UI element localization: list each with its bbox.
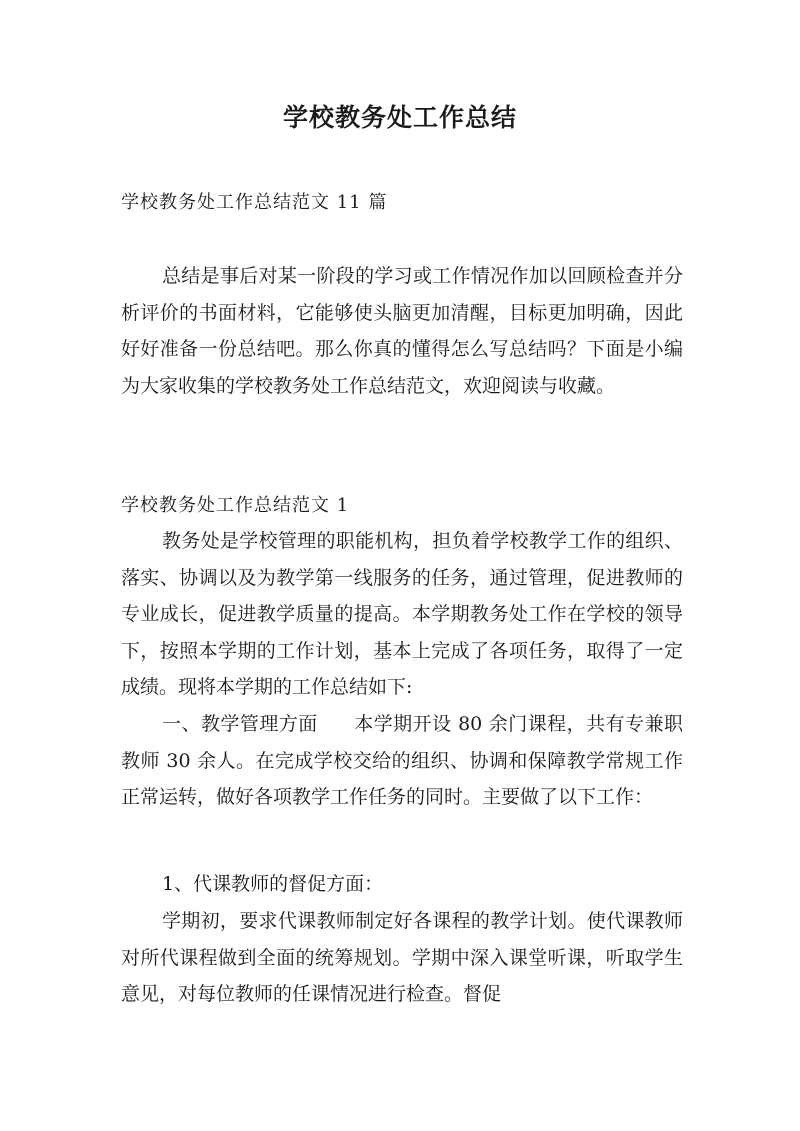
document-title: 学校教务处工作总结: [282, 103, 517, 132]
teaching-management-paragraph: [121, 706, 683, 816]
point-label: 一、教学管理方面: [162, 713, 318, 735]
subsection-heading: 1、代课教师的督促方面：: [162, 873, 384, 895]
section-heading: 学校教务处工作总结范文 1: [121, 495, 350, 516]
point-text: 本学期开设 80 余门课程，共有专兼职教师 30 余人。在完成学校交给的组织、协调和保障教学常规工作正常运转，做好各项教学工作任务的同时。主要做了以下工作：: [121, 713, 683, 808]
document-subtitle: 学校教务处工作总结范文 11 篇: [121, 192, 388, 213]
intro-paragraph: 总结是事后对某一阶段的学习或工作情况作加以回顾检查并分析评价的书面材料，它能够使头脑更加清醒，目标更加明确，因此好好准备一份总结吧。那么你真的懂得怎么写总结吗？下面是小编为大家收集的学校教务处工作总结范文，欢迎阅读与收藏。: [121, 265, 683, 397]
section-paragraph: 教务处是学校管理的职能机构，担负着学校教学工作的组织、落实、协调以及为教学第一线服务的任务，通过管理，促进教师的专业成长，促进教学质量的提高。本学期教务处工作在学校的领导下，按照本学期的工作计划，基本上完成了各项任务，取得了一定成绩。现将本学期的工作总结如下:: [121, 530, 683, 698]
subsection-paragraph: 学期初，要求代课教师制定好各课程的教学计划。使代课教师对所代课程做到全面的统筹规划。学期中深入课堂听课，听取学生意见，对每位教师的任课情况进行检查。督促: [121, 910, 683, 1005]
